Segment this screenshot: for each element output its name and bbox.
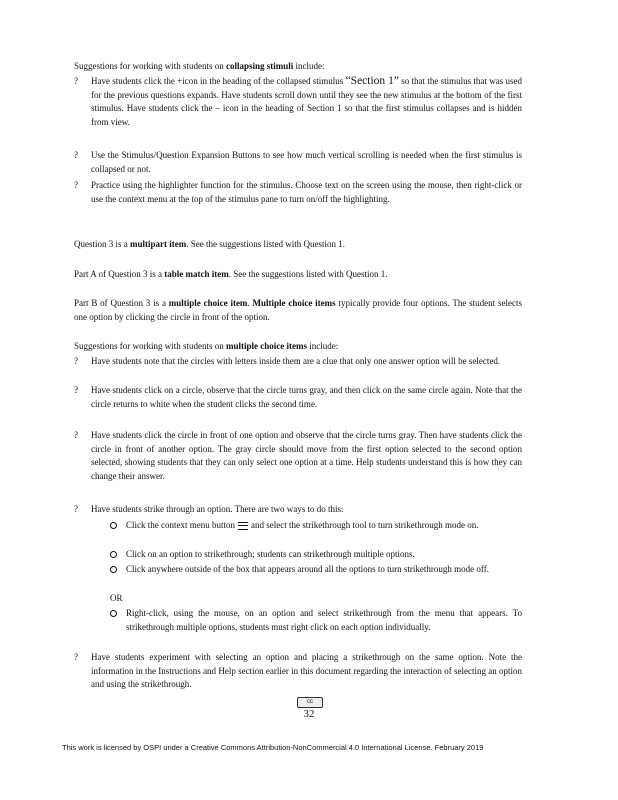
page-number: 32 — [303, 708, 315, 720]
bullet1-quote: “Section 1” — [345, 75, 399, 87]
mc-bullet4-text: Have students strike through an option. There are two ways to do this: — [91, 504, 344, 514]
mc-bullet5-text: Have students experiment with selecting an option and placing a strikethrough on the same option. Note the information in the Instructions and Help section earlier in this document regarding the interaction of selecting an option and using the strikethrough. — [91, 652, 522, 689]
part-a-paragraph — [74, 268, 522, 282]
partB-mid: . — [247, 298, 253, 308]
mc-bullet1-text: Have students note that the circles with letters inside them are a clue that only one answer option will be selected. — [91, 356, 501, 366]
q3-bold: multipart item — [130, 239, 187, 249]
license-footer: This work is licensed by OSPI under a Creative Commons Attribution-NonCommercial 4.0 International License. February 2019 — [62, 743, 484, 752]
bullet-strikethrough — [74, 503, 522, 517]
bullet-mark: ? — [74, 150, 78, 160]
creative-commons-icon: cc — [297, 697, 323, 708]
sub1-post: and select the strikethrough tool to turn strikethrough mode on. — [250, 520, 479, 530]
hollow-bullet-icon — [110, 566, 117, 573]
hollow-bullet-icon — [110, 522, 117, 529]
mc-bullet3-text: Have students click the circle in front of one option and observe that the circle turns gray. Then have students click the circle in front of another option. The gray circle should move from the first option selected to the second option selected, showing students that they can only select one option at a time. Help students understand this is how they can change their answer. — [91, 430, 522, 481]
partB-post: typically provide four options. The student selects one option by clicking the circle in front of the option. — [74, 298, 522, 322]
bullet-expansion-buttons — [74, 149, 522, 176]
bullet-mark: ? — [74, 180, 78, 190]
bullet-mark: ? — [74, 430, 78, 440]
bullet-circle-letters — [74, 355, 522, 369]
q3-post: . See the suggestions listed with Question 1. — [186, 239, 345, 249]
bullet-mark: ? — [74, 356, 78, 366]
intro1-text: Suggestions for working with students on — [74, 61, 226, 71]
intro2-text: Suggestions for working with students on — [74, 341, 226, 351]
hollow-bullet-icon — [110, 610, 117, 617]
bullet-experiment — [74, 651, 522, 692]
sub-bullet-click-option — [110, 548, 522, 562]
bullet2-text: Use the Stimulus/Question Expansion Buttons to see how much vertical scrolling is needed when the first stimulus is collapsed or not. — [91, 150, 522, 174]
sub3-text: Click anywhere outside of the box that appears around all the options to turn strikethrough mode off. — [126, 564, 490, 574]
intro2-bold: multiple choice items — [226, 341, 307, 351]
partB-bold2: Multiple choice items — [252, 298, 336, 308]
bullet-mark: ? — [74, 504, 78, 514]
bullet-mark: ? — [74, 385, 78, 395]
hollow-bullet-icon — [110, 551, 117, 558]
sub1-text: Click the context menu button — [126, 520, 235, 530]
mc-bullet2-text: Have students click on a circle, observe that the circle turns gray, and then click on the same circle again. Note that the circle returns to white when the student clicks the second time. — [91, 385, 522, 409]
intro1-post: include: — [293, 61, 325, 71]
intro2-post: include: — [306, 341, 339, 351]
partA-post: . See the suggestions listed with Question 1. — [228, 269, 388, 279]
sub-bullet-click-outside — [110, 563, 522, 577]
bullet-expand-stimulus — [74, 75, 522, 129]
intro-collapsing-stimuli — [74, 60, 522, 74]
bullet-highlighter — [74, 179, 522, 206]
sub-bullet-context-menu — [110, 519, 522, 533]
part-b-paragraph — [74, 297, 522, 324]
partA-text: Part A of Question 3 is a — [74, 269, 165, 279]
q3-text: Question 3 is a — [74, 239, 130, 249]
bullet1-post: so that the stimulus that was used for the previous questions expands. Have students scroll down until they see the new stimulus at the bottom of the first stimulus. Have students click the – icon in the heading of Section 1 so that the first stimulus collapses and is hidden from view. — [91, 76, 522, 127]
bullet1-text: Have students click the +icon in the heading of the collapsed stimulus — [91, 76, 346, 86]
partB-text: Part B of Question 3 is a — [74, 298, 169, 308]
or-label: OR — [110, 593, 123, 603]
partB-bold1: multiple choice item — [168, 298, 248, 308]
bullet-change-answer — [74, 429, 522, 483]
question3-paragraph — [74, 238, 522, 252]
sub4-text: Right-click, using the mouse, on an option and select strikethrough from the menu that appears. To strikethrough multiple options, students must right click on each option individually. — [126, 608, 522, 632]
menu-icon — [238, 522, 248, 530]
sub2-text: Click on an option to strikethrough; students can strikethrough multiple options. — [126, 549, 415, 559]
bullet-click-circle — [74, 384, 522, 411]
sub-bullet-right-click — [110, 607, 522, 634]
bullet3-text: Practice using the highlighter function for the stimulus. Choose text on the screen using the mouse, then right-click or use the context menu at the top of the stimulus pane to turn on/off the highlighting. — [91, 180, 522, 204]
partA-bold: table match item — [164, 269, 229, 279]
bullet-mark: ? — [74, 652, 78, 662]
bullet-mark: ? — [74, 76, 78, 86]
intro-multiple-choice — [74, 340, 522, 354]
intro1-bold: collapsing stimuli — [226, 61, 294, 71]
